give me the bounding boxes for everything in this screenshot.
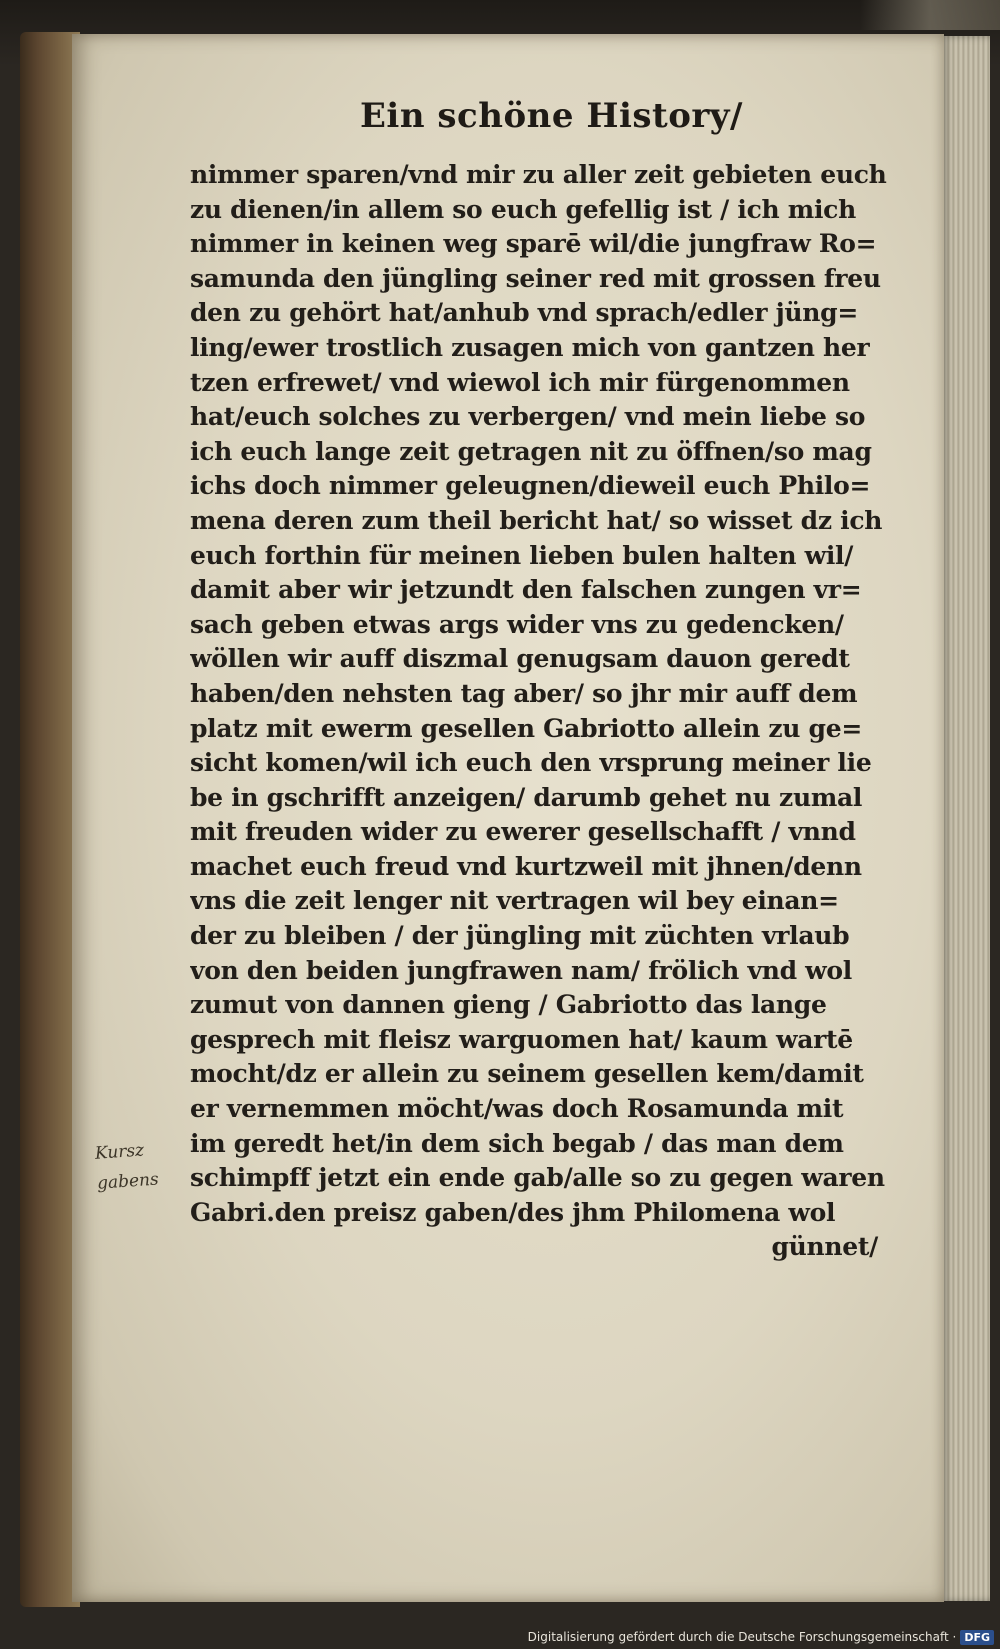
text-line: er vernemmen möcht/was doch Rosamunda mit <box>190 1094 844 1124</box>
book-spine <box>20 32 80 1607</box>
show-through-text <box>287 104 297 139</box>
text-line: günnet/ <box>771 1232 878 1262</box>
text-line: vns die zeit lenger nit vertragen wil bey einan= <box>190 886 839 916</box>
digitization-footer <box>528 1627 994 1647</box>
handwritten-margin-note: Kursz gabens <box>94 1140 160 1194</box>
text-line: sach geben etwas args wider vns zu gedencken/ <box>190 609 844 639</box>
text-line: ling/ewer trostlich zusagen mich von gantzen her <box>190 332 870 362</box>
text-line: be in gschrifft anzeigen/ darumb gehet nu zumal <box>190 782 863 812</box>
text-line: sicht komen/wil ich euch den vrsprung meiner lie <box>190 748 872 778</box>
text-line: mocht/dz er allein zu seinem gesellen kem/damit <box>190 1059 864 1089</box>
text-line: platz mit ewerm gesellen Gabriotto allein zu ge= <box>190 713 862 743</box>
running-head: Ein schöne History/ <box>360 96 743 136</box>
text-line: gesprech mit fleisz warguomen hat/ kaum wartē <box>190 1024 853 1054</box>
dfg-logo: DFG <box>960 1630 994 1645</box>
text-line: tzen erfrewet/ vnd wiewol ich mir fürgenommen <box>190 367 850 397</box>
text-line: den zu gehört hat/anhub vnd sprach/edler jüng= <box>190 298 858 328</box>
text-line: nimmer sparen/vnd mir zu aller zeit gebieten euch <box>190 160 887 189</box>
text-line: haben/den nehsten tag aber/ so jhr mir auff dem <box>190 678 858 708</box>
text-line: euch forthin für meinen lieben bulen halten wil/ <box>190 540 854 570</box>
text-line: von den beiden jungfrawen nam/ frölich vnd wol <box>190 955 852 985</box>
text-line: im geredt het/in dem sich begab / das man dem <box>190 1128 844 1158</box>
text-line: nimmer in keinen weg sparē wil/die jungfraw Ro= <box>190 229 877 259</box>
text-line: ich euch lange zeit getragen nit zu öffnen/so mag <box>190 436 872 466</box>
page-edge-top <box>860 0 1000 30</box>
text-line: hat/euch solches zu verbergen/ vnd mein liebe so <box>190 402 866 432</box>
text-line: samunda den jüngling seiner red mit grossen freu <box>190 263 881 293</box>
text-line: zumut von dannen gieng / Gabriotto das lange <box>190 990 827 1020</box>
text-line: ichs doch nimmer geleugnen/dieweil euch Philo= <box>190 471 871 501</box>
body-text <box>190 158 920 1265</box>
text-line: machet euch freud vnd kurtzweil mit jhnen/denn <box>190 851 862 881</box>
text-line: mit freuden wider zu ewerer gesellschafft / vnnd <box>190 817 856 847</box>
footer-credit: Digitalisierung gefördert durch die Deutsche Forschungsgemeinschaft · <box>527 1630 957 1644</box>
text-line: der zu bleiben / der jüngling mit züchten vrlaub <box>190 921 850 951</box>
text-line: Gabri.den preisz gaben/des jhm Philomena wol <box>190 1197 836 1227</box>
text-line: wöllen wir auff diszmal genugsam dauon geredt <box>190 644 850 674</box>
text-line: zu dienen/in allem so euch gefellig ist / ich mich <box>190 194 856 224</box>
text-line: damit aber wir jetzundt den falschen zungen vr= <box>190 575 862 605</box>
text-line: schimpff jetzt ein ende gab/alle so zu gegen waren <box>190 1163 885 1193</box>
text-line: mena deren zum theil bericht hat/ so wisset dz ich <box>190 505 883 535</box>
page-stack-edge <box>940 36 990 1601</box>
